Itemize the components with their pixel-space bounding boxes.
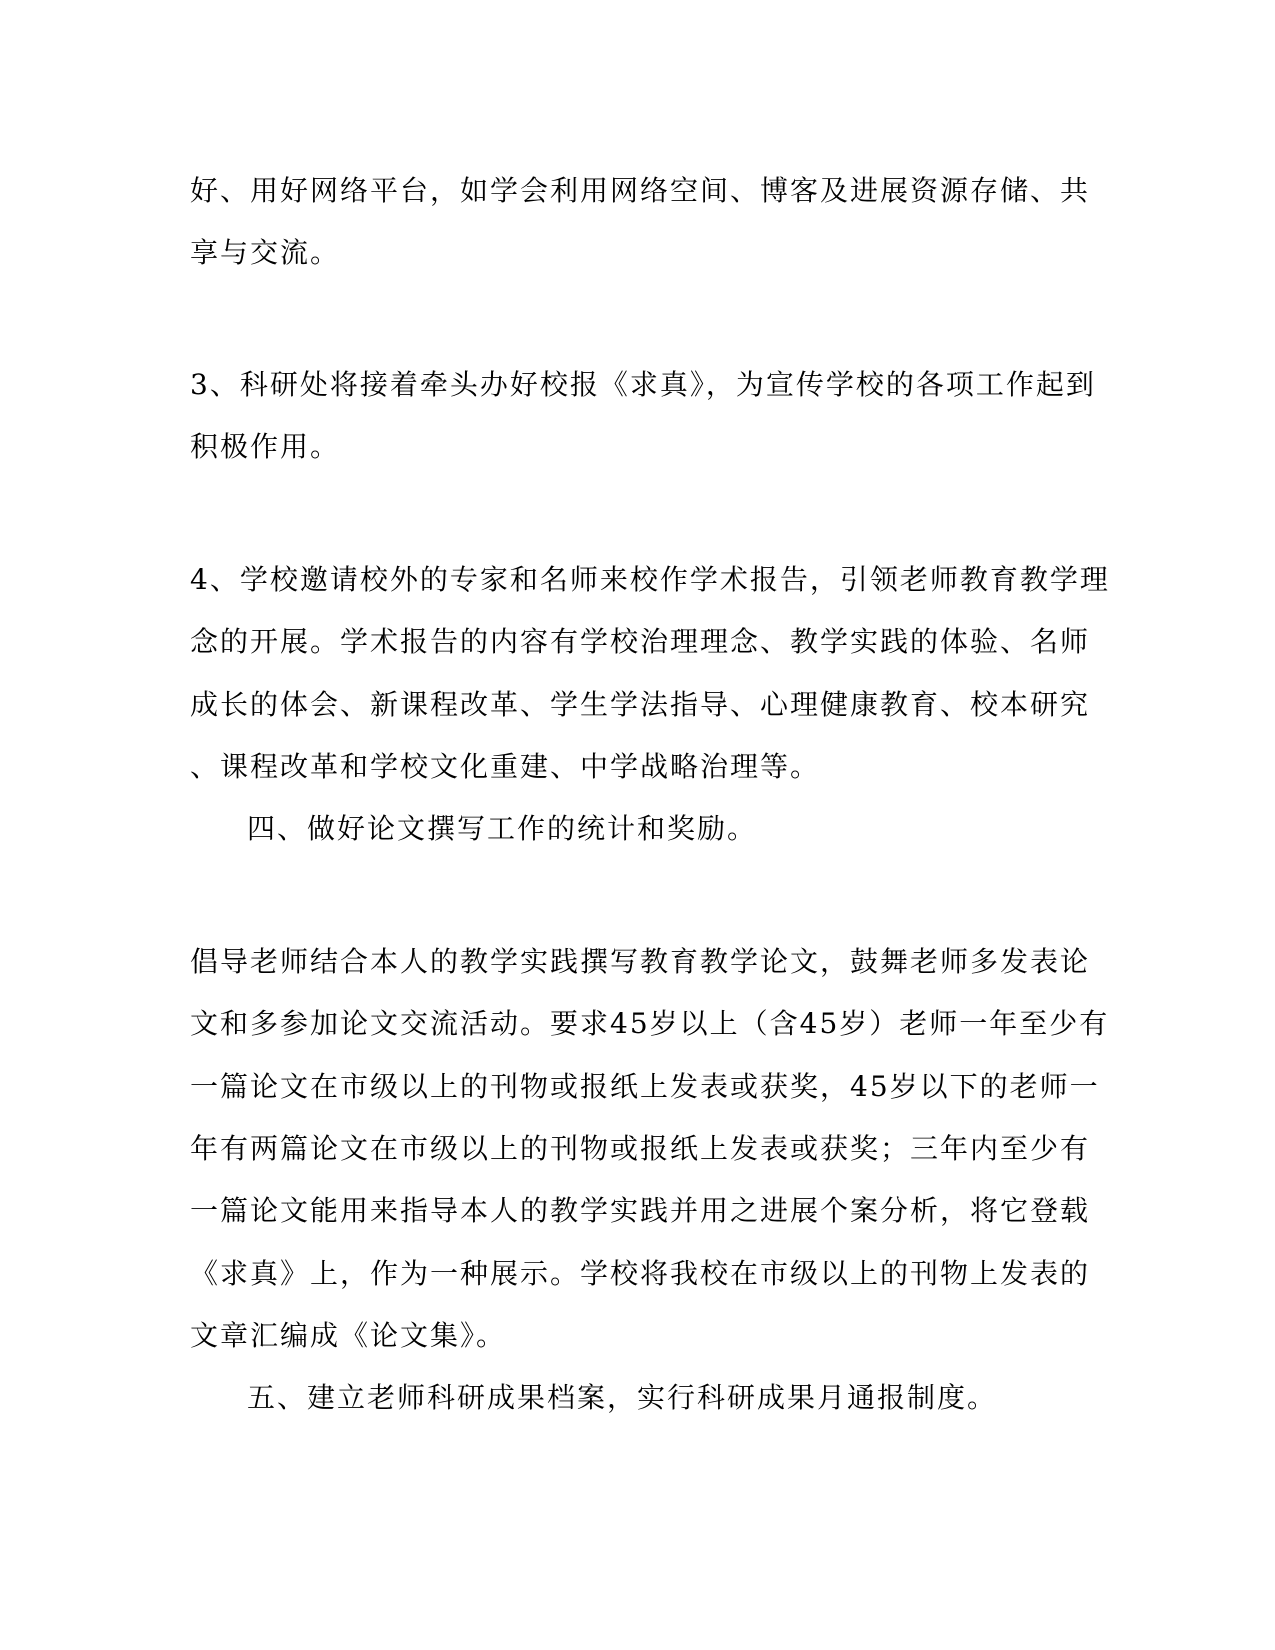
text-line: 享与交流。	[190, 236, 341, 269]
text-line: 4、学校邀请校外的专家和名师来校作学术报告，引领老师教育教学理	[190, 563, 1110, 596]
text-line: 成长的体会、新课程改革、学生学法指导、心理健康教育、校本研究	[190, 688, 1091, 721]
text-line: 一篇论文能用来指导本人的教学实践并用之进展个案分析，将它登载	[190, 1194, 1091, 1227]
text-line: 倡导老师结合本人的教学实践撰写教育教学论文，鼓舞老师多发表论	[190, 945, 1091, 978]
text-line: 文和多参加论文交流活动。要求45岁以上（含45岁）老师一年至少有	[190, 1007, 1110, 1040]
text-line: 年有两篇论文在市级以上的刊物或报纸上发表或获奖；三年内至少有	[190, 1132, 1091, 1165]
text-line: 、课程改革和学校文化重建、中学战略治理等。	[190, 750, 821, 783]
text-line: 文章汇编成《论文集》。	[190, 1319, 507, 1352]
text-line: 好、用好网络平台，如学会利用网络空间、博客及进展资源存储、共	[190, 174, 1091, 207]
text-line: 念的开展。学术报告的内容有学校治理理念、教学实践的体验、名师	[190, 625, 1091, 658]
text-line: 3、科研处将接着牵头办好校报《求真》，为宣传学校的各项工作起到	[190, 368, 1096, 401]
section-heading: 四、做好论文撰写工作的统计和奖励。	[247, 812, 758, 845]
section-heading: 五、建立老师科研成果档案，实行科研成果月通报制度。	[247, 1381, 998, 1414]
text-line: 一篇论文在市级以上的刊物或报纸上发表或获奖，45岁以下的老师一	[190, 1070, 1100, 1103]
text-line: 积极作用。	[190, 430, 341, 463]
text-line: 《求真》上，作为一种展示。学校将我校在市级以上的刊物上发表的	[190, 1257, 1091, 1290]
